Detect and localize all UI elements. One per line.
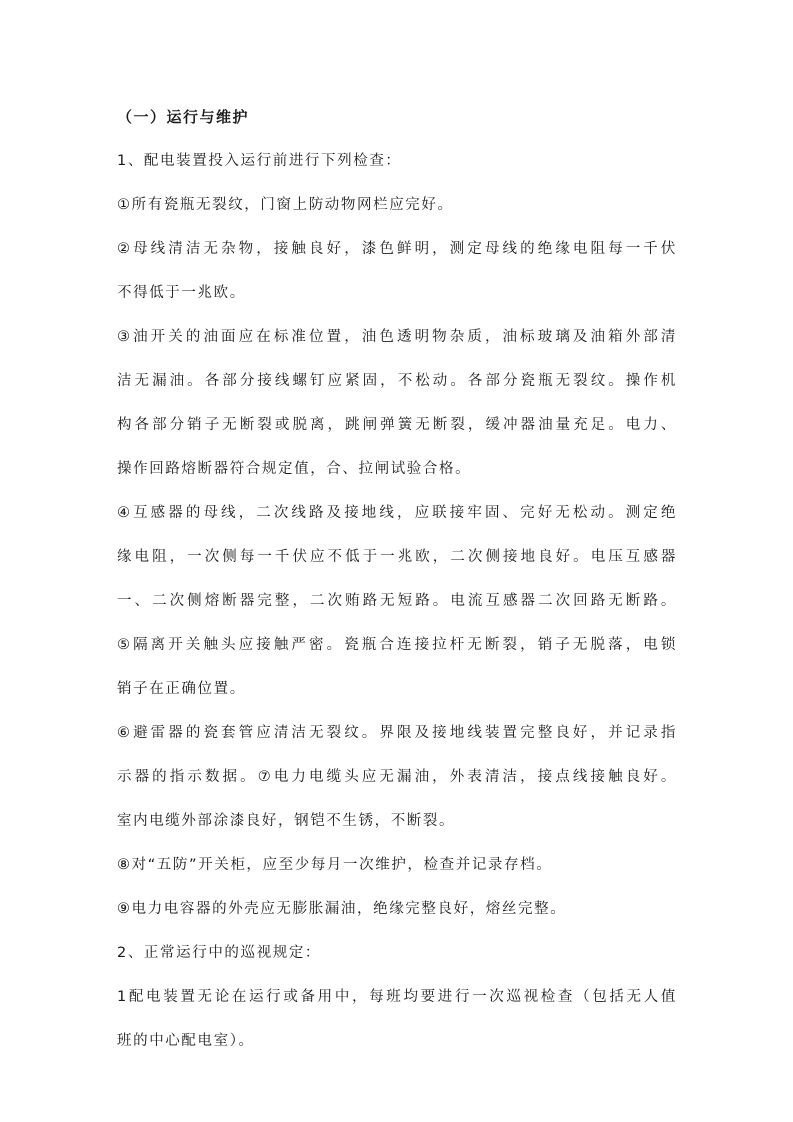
text-line: 缘电阻，一次侧每一千伏应不低于一兆欧，二次侧接地良好。电压互感器	[117, 549, 677, 565]
text-line: 1配电装置无论在运行或备用中，每班均要进行一次巡视检查（包括无人值	[117, 989, 677, 1005]
text-line: 构各部分销子无断裂或脱离，跳闸弹簧无断裂，缓冲器油量充足。电力、	[117, 417, 677, 433]
text-line: 示器的指示数据。⑦电力电缆头应无漏油，外表清洁，接点线接触良好。	[117, 769, 677, 785]
text-line: ⑥避雷器的瓷套管应清洁无裂纹。界限及接地线装置完整良好，并记录指	[117, 725, 677, 741]
text-line: ②母线清洁无杂物，接触良好，漆色鲜明，测定母线的绝缘电阻每一千伏	[117, 241, 677, 257]
text-line: 一、二次侧熔断器完整，二次贿路无短路。电流互感器二次回路无断路。	[117, 593, 677, 609]
text-line: 不得低于一兆欧。	[117, 285, 246, 301]
text-line: ③油开关的油面应在标准位置，油色透明物杂质，油标玻璃及油箱外部清	[117, 329, 677, 345]
section-heading: （一）运行与维护	[117, 108, 250, 126]
text-line: 室内电缆外部涂漆良好，钢铠不生锈，不断裂。	[117, 813, 456, 829]
text-line: ⑤隔离开关触头应接触严密。瓷瓶合连接拉杆无断裂，销子无脱落，电锁	[117, 637, 677, 653]
text-line: ⑧对“五防”开关柜，应至少每月一次维护，检查并记录存档。	[117, 857, 553, 873]
text-line: 洁无漏油。各部分接线螺钉应紧固，不松动。各部分瓷瓶无裂纹。操作机	[117, 373, 677, 389]
text-line: ⑨电力电容器的外壳应无膨胀漏油，绝缘完整良好，熔丝完整。	[117, 901, 567, 917]
document-body	[117, 104, 677, 1072]
text-line: ①所有瓷瓶无裂纹，门窗上防动物网栏应完好。	[117, 197, 454, 213]
text-line: 销子在正确位置。	[117, 681, 246, 697]
text-line: 2、正常运行中的巡视规定：	[117, 945, 322, 961]
text-line: 班的中心配电室）。	[117, 1033, 255, 1049]
text-line: 1、配电装置投入运行前进行下列检查：	[117, 153, 402, 169]
paragraph-lines	[117, 148, 677, 1054]
text-line: ④互感器的母线，二次线路及接地线，应联接牢固、完好无松动。测定绝	[117, 505, 677, 521]
text-line: 操作回路熔断器符合规定值，合、拉闸试验合格。	[117, 461, 472, 477]
